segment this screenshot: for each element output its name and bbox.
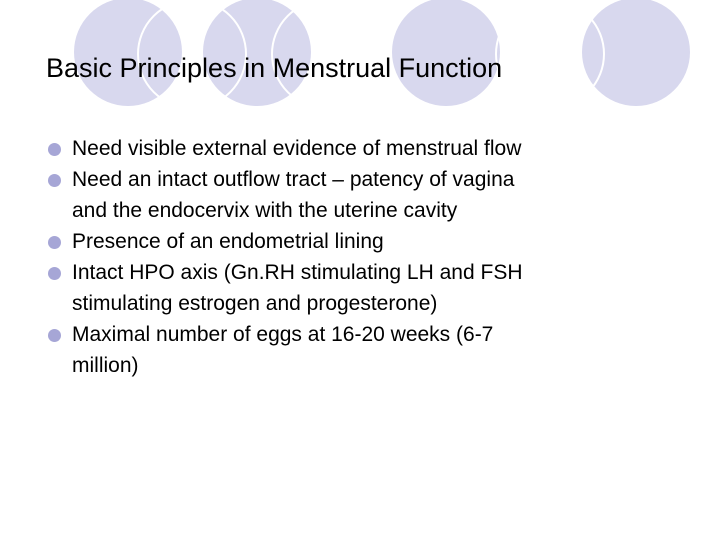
bullet-item [46,257,706,319]
bullet-dot-icon [48,267,61,280]
bullet-list [46,133,706,381]
bullet-item [46,319,706,381]
bullet-text-continued: stimulating estrogen and progesterone) [72,292,438,315]
bullet-dot-icon [48,329,61,342]
bullet-text: Intact HPO axis (Gn.RH stimulating LH and FSH [72,261,523,284]
bullet-text-continued: and the endocervix with the uterine cavity [72,199,458,222]
bullet-text: Presence of an endometrial lining [72,230,384,253]
bullet-item [46,133,706,164]
bullet-dot-icon [48,174,61,187]
bullet-dot-icon [48,143,61,156]
bullet-text: Need visible external evidence of menstrual flow [72,137,522,160]
bullet-dot-icon [48,236,61,249]
bullet-item [46,226,706,257]
bullet-text-continued: million) [72,354,139,377]
decor-circle [582,0,690,106]
bullet-text: Need an intact outflow tract – patency of vagina [72,168,515,191]
slide-title: Basic Principles in Menstrual Function [46,53,503,83]
bullet-item [46,164,706,226]
bullet-text: Maximal number of eggs at 16-20 weeks (6-7 [72,323,494,346]
